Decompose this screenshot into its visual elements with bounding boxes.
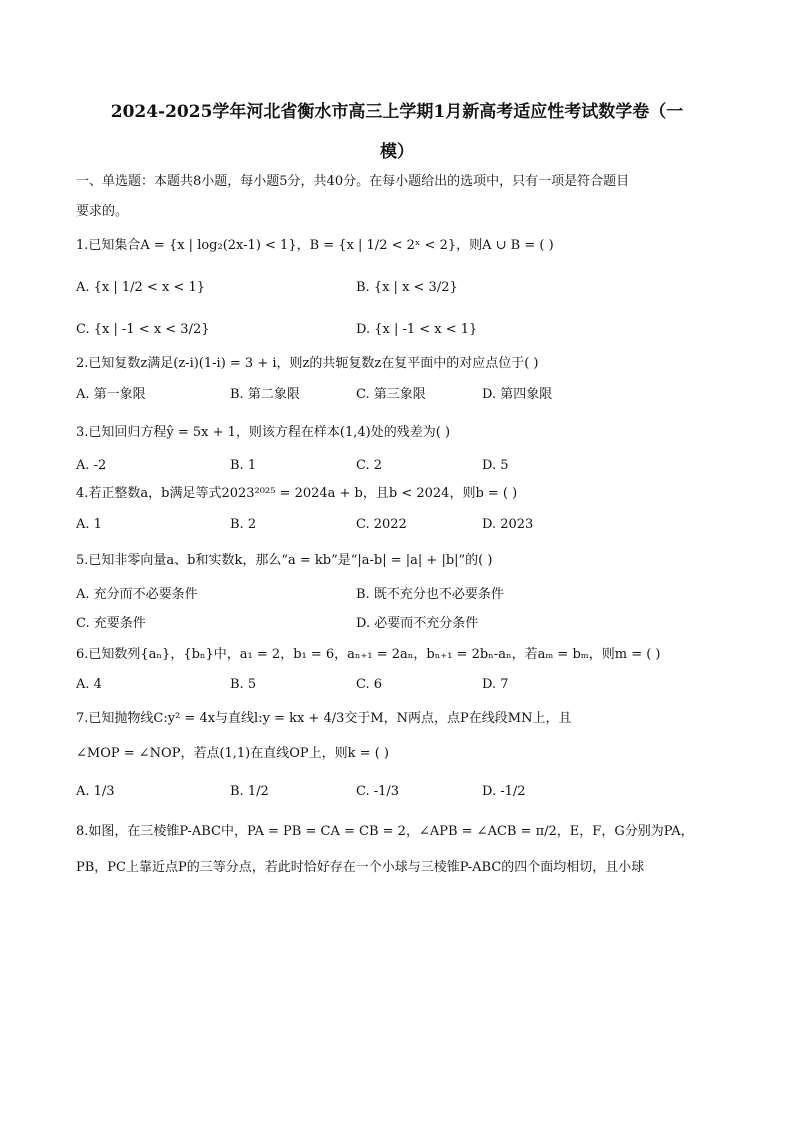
question-4-option-b: B. 2: [230, 517, 257, 532]
page-title: 2024-2025学年河北省衡水市高三上学期1月新高考适应性考试数学卷（一 模）: [110, 102, 684, 162]
question-6-stem: 6.已知数列{aₙ}，{bₙ}中，a₁ = 2，b₁ = 6，aₙ₊₁ = 2aₙ，bₙ₊₁ = 2bₙ-aₙ，若aₘ = bₘ，则m = ( ): [76, 647, 661, 662]
question-3-option-d: D. 5: [482, 458, 509, 473]
question-5-option-b: B. 既不充分也不必要条件: [356, 587, 504, 602]
question-7-option-c: C. -1/3: [356, 784, 400, 799]
question-7-stem: 7.已知抛物线C:y² = 4x与直线l:y = kx + 4/3交于M，N两点，点P在线段MN上，且: [76, 711, 572, 726]
question-7-option-b: B. 1/2: [230, 784, 269, 799]
section-heading-line1: 一、单选题：本题共8小题，每小题5分，共40分。在每小题给出的选项中，只有一项是符合题目: [76, 174, 630, 189]
question-4-option-c: C. 2022: [356, 517, 407, 532]
question-8-stem: 8.如图，在三棱锥P-ABC中，PA = PB = CA = CB = 2，∠APB = ∠ACB = π/2，E，F，G分别为PA，: [76, 824, 694, 839]
question-5-option-c: C. 充要条件: [76, 616, 146, 631]
question-2-option-a: A. 第一象限: [76, 387, 146, 402]
question-6-option-d: D. 7: [482, 677, 509, 692]
question-1-option-c: C. {x | -1 < x < 3/2}: [76, 322, 210, 337]
question-4-option-d: D. 2023: [482, 517, 534, 532]
question-7-option-a: A. 1/3: [76, 784, 115, 799]
question-2-option-b: B. 第二象限: [230, 387, 300, 402]
question-7-stem-continued: ∠MOP = ∠NOP，若点(1,1)在直线OP上，则k = ( ): [76, 746, 389, 761]
question-6-option-c: C. 6: [356, 677, 383, 692]
question-1-stem: 1.已知集合A = {x | log₂(2x-1) < 1}，B = {x | 1/2 < 2ˣ < 2}，则A ∪ B = ( ): [76, 238, 554, 253]
question-4-option-a: A. 1: [76, 517, 102, 532]
question-3-option-b: B. 1: [230, 458, 257, 473]
question-8-stem-continued: PB，PC上靠近点P的三等分点，若此时恰好存在一个小球与三棱锥P-ABC的四个面均相切，且小球: [76, 860, 645, 875]
question-3-option-c: C. 2: [356, 458, 383, 473]
question-7-option-d: D. -1/2: [482, 784, 526, 799]
question-5-stem: 5.已知非零向量a、b和实数k，那么“a = kb”是“|a-b| = |a| + |b|”的( ): [76, 553, 493, 568]
question-3-stem: 3.已知回归方程ŷ = 5x + 1，则该方程在样本(1,4)处的残差为( ): [76, 425, 451, 440]
question-2-option-d: D. 第四象限: [482, 387, 553, 402]
question-2-option-c: C. 第三象限: [356, 387, 426, 402]
question-4-stem: 4.若正整数a，b满足等式2023²⁰²⁵ = 2024a + b，且b < 2024，则b = ( ): [76, 486, 518, 501]
question-5-option-a: A. 充分而不必要条件: [76, 587, 198, 602]
question-2-stem: 2.已知复数z满足(z-i)(1-i) = 3 + i，则z的共轭复数z在复平面中的对应点位于( ): [76, 356, 539, 371]
question-3-option-a: A. -2: [76, 458, 107, 473]
question-6-option-b: B. 5: [230, 677, 257, 692]
question-1-option-b: B. {x | x < 3/2}: [356, 280, 458, 295]
question-6-option-a: A. 4: [76, 677, 102, 692]
question-1-option-a: A. {x | 1/2 < x < 1}: [76, 280, 206, 295]
question-5-option-d: D. 必要而不充分条件: [356, 616, 479, 631]
section-heading-line2: 要求的。: [76, 204, 129, 219]
question-1-option-d: D. {x | -1 < x < 1}: [356, 322, 478, 337]
